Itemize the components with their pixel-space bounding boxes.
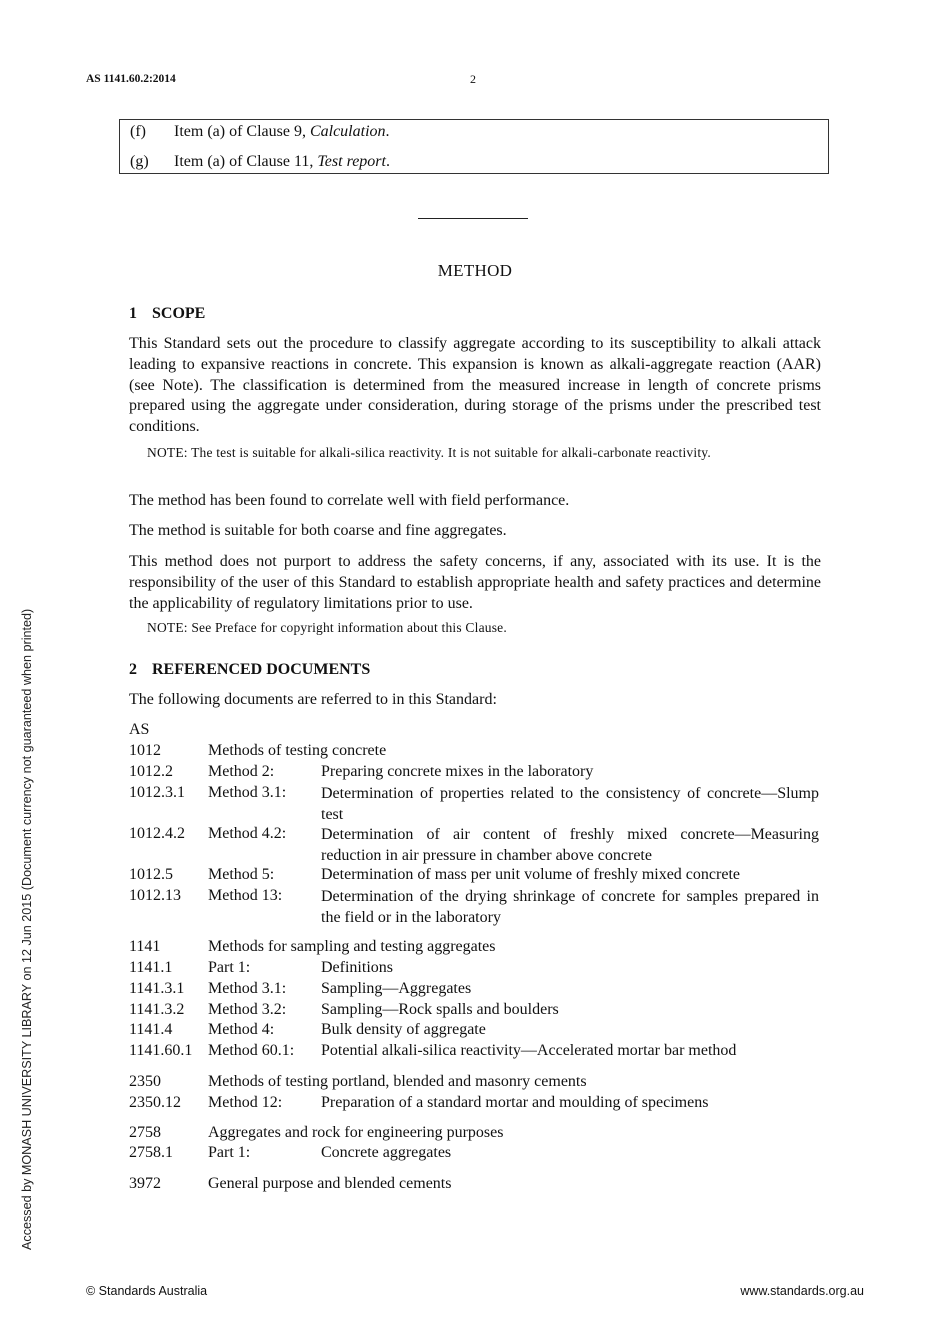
reference-method: Method 3.2: bbox=[208, 1001, 287, 1018]
reference-method: Method 3.1: bbox=[208, 980, 287, 997]
references-heading bbox=[129, 661, 370, 679]
footer-website[interactable]: www.standards.org.au bbox=[740, 1284, 864, 1298]
scope-heading bbox=[129, 305, 205, 323]
reference-code: 2350.12 bbox=[129, 1094, 181, 1111]
reference-description: Determination of the drying shrinkage of concrete for samples prepared in the field or in the laboratory bbox=[321, 888, 819, 926]
reference-code: 1012 bbox=[129, 742, 161, 759]
reference-description: Sampling—Aggregates bbox=[321, 980, 472, 997]
reference-description: Preparation of a standard mortar and moulding of specimens bbox=[321, 1094, 709, 1111]
references-intro: The following documents are referred to in this Standard: bbox=[129, 691, 497, 708]
reference-description: Potential alkali-silica reactivity—Accelerated mortar bar method bbox=[321, 1042, 737, 1059]
section-divider bbox=[418, 218, 528, 219]
reference-code: 1141.60.1 bbox=[129, 1042, 193, 1059]
reference-method: Methods for sampling and testing aggregates bbox=[208, 938, 496, 955]
reference-code: 3972 bbox=[129, 1175, 161, 1192]
scope-paragraph-3: The method is suitable for both coarse and fine aggregates. bbox=[129, 522, 507, 539]
amendment-item-f bbox=[130, 123, 390, 141]
reference-method: General purpose and blended cements bbox=[208, 1175, 452, 1192]
reference-code: 1141.3.2 bbox=[129, 1001, 185, 1018]
reference-method: Method 2: bbox=[208, 763, 275, 780]
footer-copyright: © Standards Australia bbox=[86, 1284, 208, 1298]
reference-code: 2758.1 bbox=[129, 1144, 173, 1161]
scope-note-1: NOTE: The test is suitable for alkali-silica reactivity. It is not suitable for alkali-carbonate reactivity. bbox=[147, 445, 711, 460]
reference-description: Concrete aggregates bbox=[321, 1144, 452, 1161]
reference-method: Method 12: bbox=[208, 1094, 283, 1111]
page-number: 2 bbox=[470, 72, 476, 86]
reference-code: 1012.2 bbox=[129, 763, 173, 780]
reference-code: 1012.3.1 bbox=[129, 784, 185, 801]
reference-description: Determination of mass per unit volume of freshly mixed concrete bbox=[321, 866, 740, 883]
reference-code: 1012.5 bbox=[129, 866, 173, 883]
reference-method: Methods of testing portland, blended and masonry cements bbox=[208, 1073, 587, 1090]
scope-paragraph-2: The method has been found to correlate well with field performance. bbox=[129, 492, 570, 509]
reference-method: Method 3.1: bbox=[208, 784, 287, 801]
reference-description: Sampling—Rock spalls and boulders bbox=[321, 1001, 559, 1018]
reference-code: 2758 bbox=[129, 1124, 161, 1141]
reference-method: Method 4: bbox=[208, 1021, 275, 1038]
references-prefix: AS bbox=[129, 721, 150, 738]
reference-method: Methods of testing concrete bbox=[208, 742, 387, 759]
scope-heading-text: SCOPE bbox=[152, 305, 206, 322]
amendment-end: . bbox=[385, 153, 390, 170]
reference-code: 1141.1 bbox=[129, 959, 173, 976]
reference-description: Bulk density of aggregate bbox=[321, 1021, 486, 1038]
reference-code: 1012.13 bbox=[129, 887, 181, 904]
reference-code: 1141.4 bbox=[129, 1021, 173, 1038]
amendment-box bbox=[119, 119, 829, 174]
scope-number: 1 bbox=[129, 305, 137, 322]
amendment-end: . bbox=[385, 123, 390, 140]
reference-method: Part 1: bbox=[208, 959, 251, 976]
scope-note-2: NOTE: See Preface for copyright information about this Clause. bbox=[147, 620, 507, 635]
reference-description: Preparing concrete mixes in the laboratory bbox=[321, 763, 594, 780]
amendment-text: Item (a) of Clause 9, bbox=[174, 123, 310, 140]
scope-paragraph-1: This Standard sets out the procedure to classify aggregate according to its susceptibility to alkali attack leading to expansive reactions in concrete. This expansion is known as alkali-aggregate reaction (AAR) (see Note). The classification is determined from the measured increase in length of concrete prisms prepared using the aggregate under consideration, during storage of the prisms under the prescribed test conditions. bbox=[129, 335, 821, 435]
reference-method: Aggregates and rock for engineering purposes bbox=[208, 1124, 504, 1141]
reference-code: 1141.3.1 bbox=[129, 980, 185, 997]
access-watermark: Accessed by MONASH UNIVERSITY LIBRARY on 12 Jun 2015 (Document currency not guaranteed when printed) bbox=[20, 608, 34, 1250]
reference-method: Part 1: bbox=[208, 1144, 251, 1161]
amendment-item-g bbox=[130, 153, 390, 171]
references-heading-text: REFERENCED DOCUMENTS bbox=[152, 661, 371, 678]
amendment-label: (g) bbox=[130, 153, 149, 170]
amendment-text: Item (a) of Clause 11, bbox=[174, 153, 318, 170]
reference-code: 1012.4.2 bbox=[129, 825, 185, 842]
reference-method: Method 4.2: bbox=[208, 825, 287, 842]
reference-method: Method 13: bbox=[208, 887, 283, 904]
amendment-label: (f) bbox=[130, 123, 146, 140]
reference-code: 2350 bbox=[129, 1073, 161, 1090]
amendment-italic: Test report bbox=[317, 153, 386, 170]
scope-paragraph-4: This method does not purport to address the safety concerns, if any, associated with its use. It is the responsibility of the user of this Standard to establish appropriate health and safety practices and determine the applicability of regulatory limitations prior to use. bbox=[129, 553, 821, 612]
document-id: AS 1141.60.2:2014 bbox=[86, 73, 176, 85]
references-number: 2 bbox=[129, 661, 137, 678]
page-title: METHOD bbox=[437, 261, 513, 280]
reference-method: Method 5: bbox=[208, 866, 275, 883]
reference-description: Definitions bbox=[321, 959, 393, 976]
reference-code: 1141 bbox=[129, 938, 161, 955]
amendment-italic: Calculation bbox=[309, 123, 386, 140]
reference-method: Method 60.1: bbox=[208, 1042, 295, 1059]
reference-description: Determination of properties related to the consistency of concrete—Slump test bbox=[321, 785, 819, 823]
reference-description: Determination of air content of freshly mixed concrete—Measuring reduction in air pressure in chamber above concrete bbox=[321, 826, 819, 864]
